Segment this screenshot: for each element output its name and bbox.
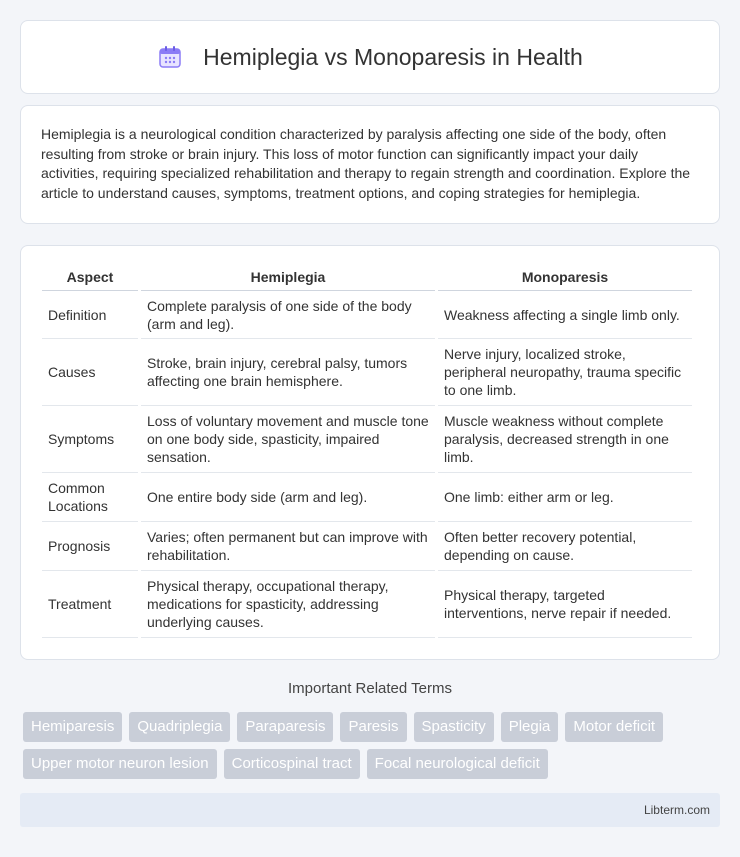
table-row [42,406,692,473]
table-row [42,522,692,571]
tag-corticospinal-tract[interactable]: Corticospinal tract [224,749,360,779]
footer [20,793,720,827]
row-monoparesis: One limb: either arm or leg. [438,473,692,522]
table-header-row [42,263,692,291]
row-monoparesis: Weakness affecting a single limb only. [438,291,692,339]
footer-brand[interactable]: Libterm.com [643,803,710,817]
row-aspect: Symptoms [42,406,138,473]
table-row [42,339,692,406]
tag-quadriplegia[interactable]: Quadriplegia [129,712,230,742]
comparison-card [20,245,720,660]
row-monoparesis: Muscle weakness without complete paralysis, decreased strength in one limb. [438,406,692,473]
row-monoparesis: Nerve injury, localized stroke, peripheral neuropathy, trauma specific to one limb. [438,339,692,406]
row-hemiplegia: Physical therapy, occupational therapy, medications for spasticity, addressing underlying causes. [141,571,435,638]
row-aspect: Treatment [42,571,138,638]
header-monoparesis: Monoparesis [438,263,692,291]
intro-card [20,105,720,224]
intro-paragraph: Hemiplegia is a neurological condition characterized by paralysis affecting one side of the body, often resulting from stroke or brain injury. This loss of motor function can significantly impact your daily activities, requiring specialized rehabilitation and therapy to regain strength and coordination. Explore the article to understand causes, symptoms, treatment options, and coping strategies for hemiplegia. [41,126,691,201]
row-hemiplegia: Loss of voluntary movement and muscle tone on one body side, spasticity, impaired sensation. [141,406,435,473]
header-hemiplegia: Hemiplegia [141,263,435,291]
row-hemiplegia: Varies; often permanent but can improve with rehabilitation. [141,522,435,571]
tag-upper-motor-neuron-lesion[interactable]: Upper motor neuron lesion [23,749,217,779]
page-title: Hemiplegia vs Monoparesis in Health [203,43,583,70]
calendar-icon [157,44,183,70]
tag-plegia[interactable]: Plegia [501,712,559,742]
tag-paraparesis[interactable]: Paraparesis [237,712,333,742]
row-hemiplegia: Complete paralysis of one side of the body (arm and leg). [141,291,435,339]
table-row [42,571,692,638]
tag-motor-deficit[interactable]: Motor deficit [565,712,663,742]
title-card [20,20,720,94]
tag-spasticity[interactable]: Spasticity [414,712,494,742]
row-aspect: Common Locations [42,473,138,522]
row-monoparesis: Often better recovery potential, depending on cause. [438,522,692,571]
table-row [42,473,692,522]
table-row [42,291,692,339]
tag-paresis[interactable]: Paresis [340,712,406,742]
row-aspect: Prognosis [42,522,138,571]
row-aspect: Definition [42,291,138,339]
tag-hemiparesis[interactable]: Hemiparesis [23,712,122,742]
header-aspect: Aspect [42,263,138,291]
related-terms-title: Important Related Terms [288,680,452,697]
comparison-table [39,263,695,638]
row-hemiplegia: One entire body side (arm and leg). [141,473,435,522]
tag-focal-neurological-deficit[interactable]: Focal neurological deficit [367,749,548,779]
row-aspect: Causes [42,339,138,406]
row-monoparesis: Physical therapy, targeted interventions, nerve repair if needed. [438,571,692,638]
row-hemiplegia: Stroke, brain injury, cerebral palsy, tumors affecting one brain hemisphere. [141,339,435,406]
related-terms-list [23,712,723,779]
